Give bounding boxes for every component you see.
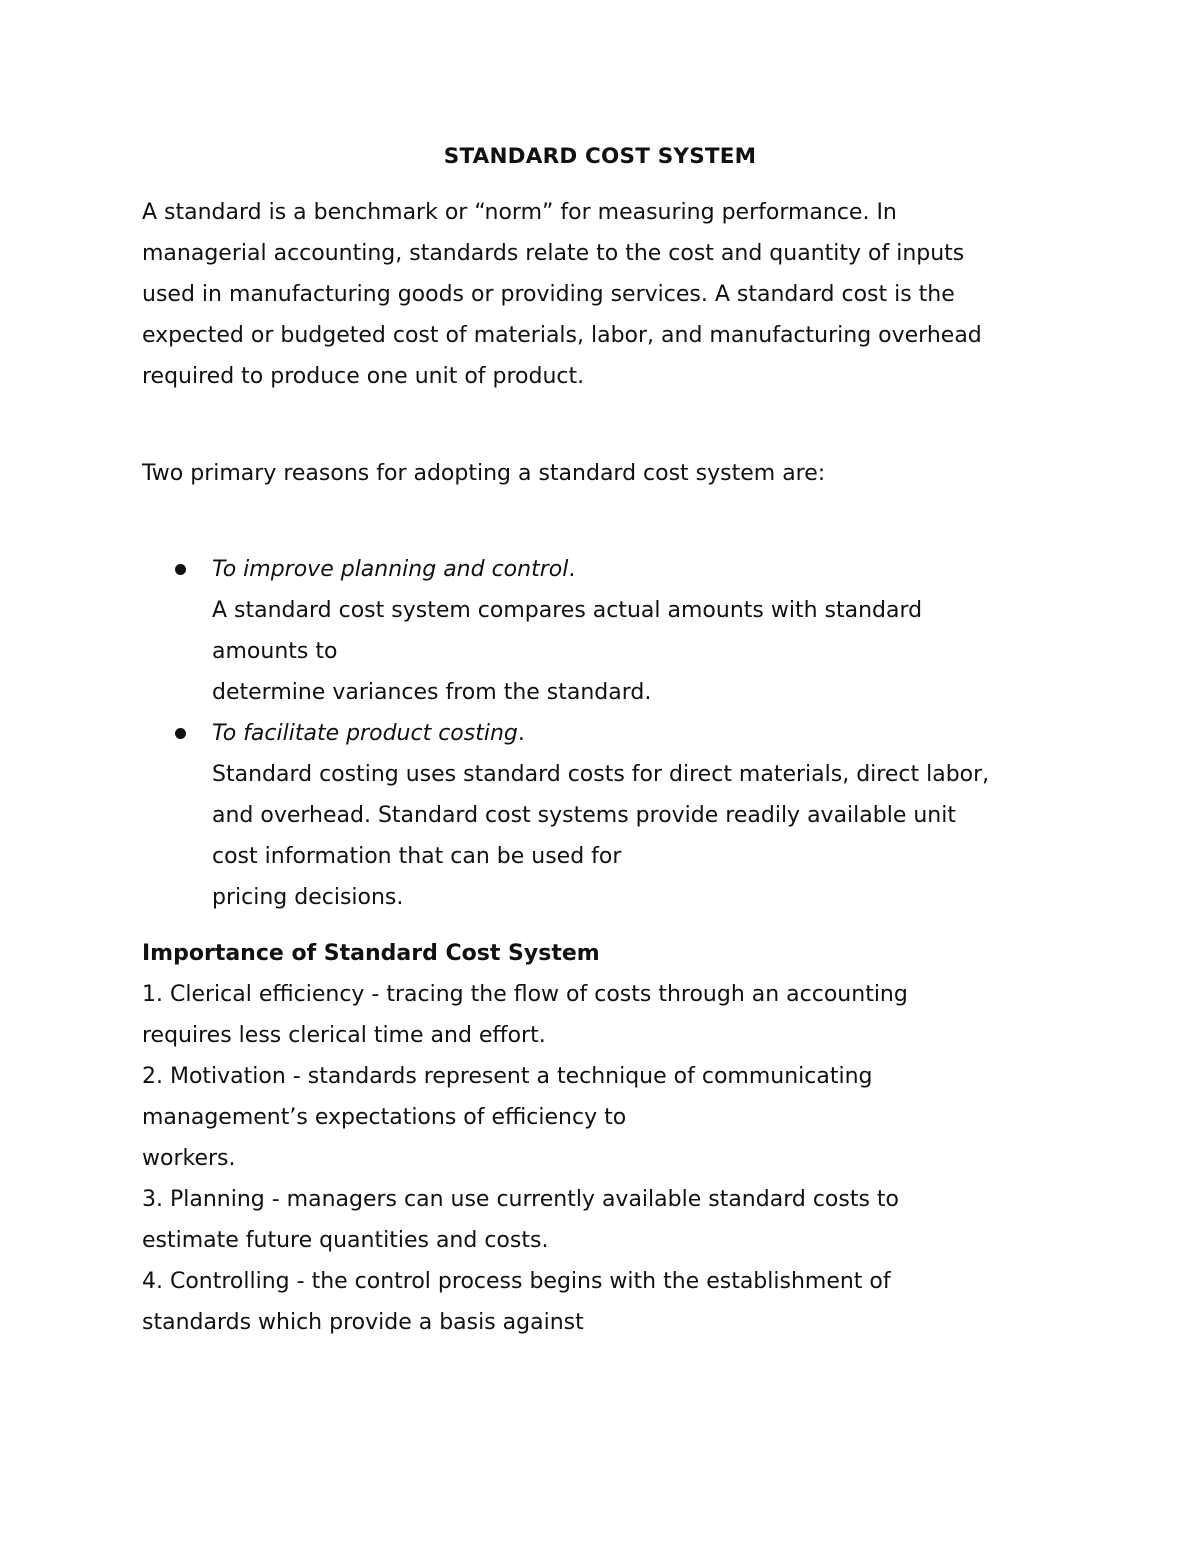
reason-heading: To facilitate product costing	[212, 721, 518, 746]
intro-line: used in manufacturing goods or providing services. A standard cost is the	[142, 282, 955, 307]
reason-heading-line	[212, 549, 1062, 590]
reasons-list	[142, 549, 1062, 918]
intro-line: expected or budgeted cost of materials, labor, and manufacturing overhead	[142, 323, 982, 348]
reason-line: Standard costing uses standard costs for direct materials, direct labor,	[212, 762, 990, 787]
reason-line: A standard cost system compares actual amounts with standard	[212, 598, 923, 623]
reason-heading-suffix: .	[568, 557, 576, 582]
list-item	[142, 713, 1062, 918]
reason-line: cost information that can be used for	[212, 844, 622, 869]
document-title: STANDARD COST SYSTEM	[443, 144, 757, 169]
importance-line: 1. Clerical efficiency - tracing the flow of costs through an accounting	[142, 982, 908, 1007]
intro-line: A standard is a benchmark or “norm” for measuring performance. In	[142, 200, 897, 225]
importance-line: estimate future quantities and costs.	[142, 1228, 549, 1253]
reason-heading: To improve planning and control	[212, 557, 569, 582]
intro-paragraph	[142, 192, 1062, 397]
list-item	[142, 549, 1062, 713]
importance-line: 3. Planning - managers can use currently available standard costs to	[142, 1187, 900, 1212]
bullet-icon	[175, 728, 186, 739]
bullet-icon	[175, 564, 186, 575]
importance-line: workers.	[142, 1146, 236, 1171]
importance-heading: Importance of Standard Cost System	[142, 941, 600, 966]
reason-line: determine variances from the standard.	[212, 680, 652, 705]
reason-line: amounts to	[212, 639, 338, 664]
intro-line: required to produce one unit of product.	[142, 364, 585, 389]
importance-line: 2. Motivation - standards represent a technique of communicating	[142, 1064, 873, 1089]
reason-line: and overhead. Standard cost systems provide readily available unit	[212, 803, 956, 828]
importance-line: management’s expectations of efficiency to	[142, 1105, 627, 1130]
reasons-lead-paragraph: Two primary reasons for adopting a standard cost system are:	[142, 461, 826, 486]
reason-heading-line	[212, 713, 1062, 754]
importance-line: requires less clerical time and effort.	[142, 1023, 546, 1048]
importance-line: standards which provide a basis against	[142, 1310, 584, 1335]
intro-line: managerial accounting, standards relate to the cost and quantity of inputs	[142, 241, 965, 266]
importance-line: 4. Controlling - the control process begins with the establishment of	[142, 1269, 891, 1294]
importance-list	[142, 974, 1062, 1343]
reason-line: pricing decisions.	[212, 885, 404, 910]
reason-heading-suffix: .	[517, 721, 525, 746]
